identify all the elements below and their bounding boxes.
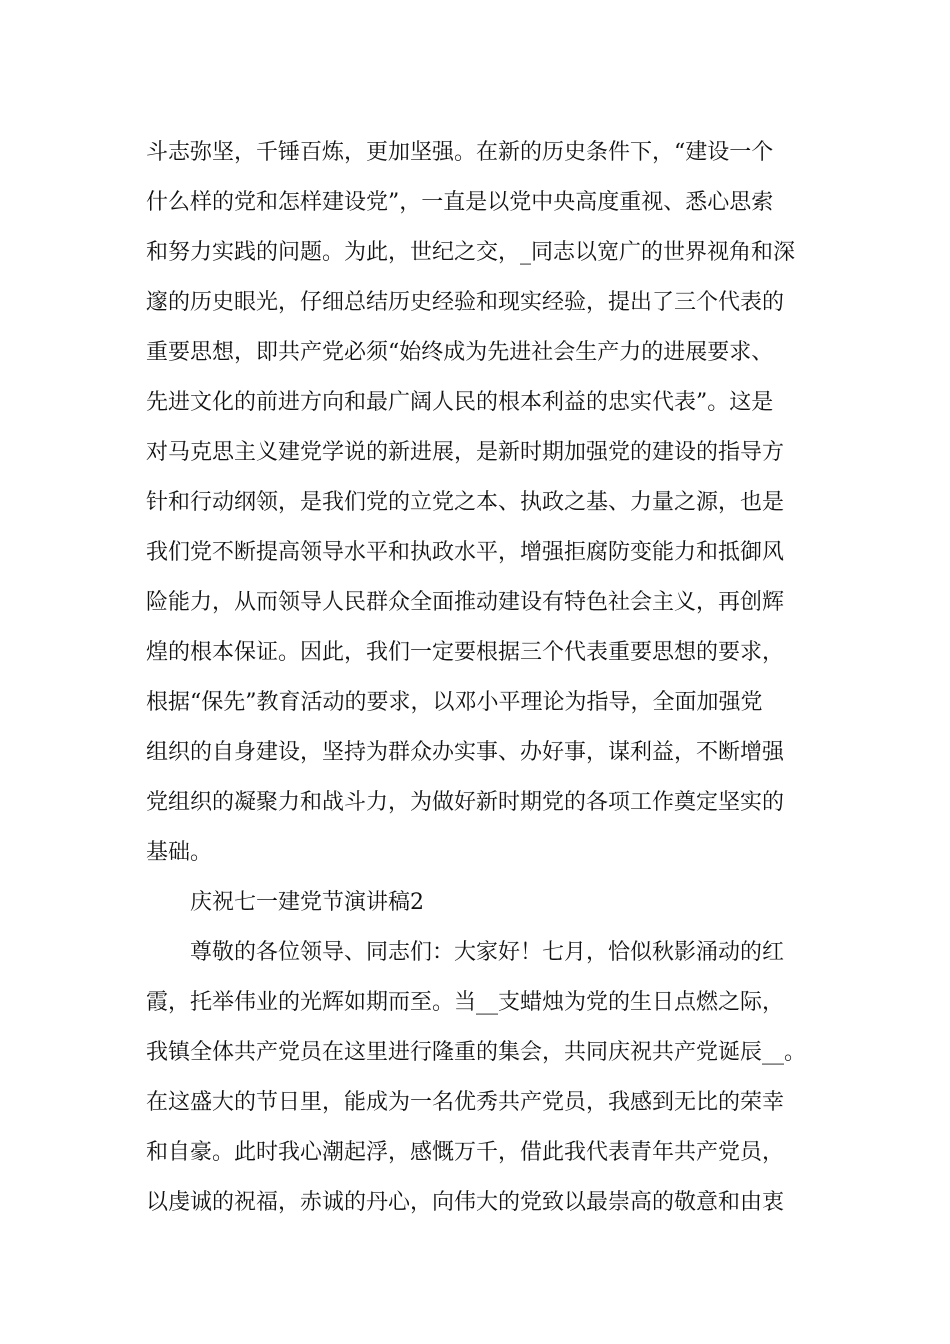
text-line: 斗志弥坚，千锤百炼，更加坚强。在新的历史条件下，“建设一个 [146,140,774,165]
text-line: 和自豪。此时我心潮起浮，感慨万千，借此我代表青年共产党员， [146,1140,785,1165]
text-line: 以虔诚的祝福，赤诚的丹心，向伟大的党致以最崇高的敬意和由衷 [146,1190,785,1215]
document-body [146,128,816,1228]
text-line: 基础。 [146,840,213,865]
text-line: 和努力实践的问题。为此，世纪之交，_同志以宽广的世界视角和深 [146,240,796,265]
text-line: 根据“保先”教育活动的要求，以邓小平理论为指导，全面加强党 [146,690,763,715]
text-line: 霞，托举伟业的光辉如期而至。当__支蜡烛为党的生日点燃之际， [146,990,785,1015]
text-line: 针和行动纲领，是我们党的立党之本、执政之基、力量之源，也是 [146,490,785,515]
text-line: 我镇全体共产党员在这里进行隆重的集会，共同庆祝共产党诞辰__。 [146,1040,807,1065]
text-line: 组织的自身建设，坚持为群众办实事、办好事，谋利益，不断增强 [146,740,785,765]
text-line: 煌的根本保证。因此，我们一定要根据三个代表重要思想的要求， [146,640,785,665]
text-line: 尊敬的各位领导、同志们：大家好！七月，恰似秋影涌动的红 [190,940,785,965]
text-line: 先进文化的前进方向和最广阔人民的根本利益的忠实代表”。这是 [146,390,774,415]
text-line: 险能力，从而领导人民群众全面推动建设有特色社会主义，再创辉 [146,590,785,615]
text-line: 在这盛大的节日里，能成为一名优秀共产党员，我感到无比的荣幸 [146,1090,785,1115]
text-line: 我们党不断提高领导水平和执政水平，增强拒腐防变能力和抵御风 [146,540,785,565]
text-line: 党组织的凝聚力和战斗力，为做好新时期党的各项工作奠定坚实的 [146,790,785,815]
text-line: 重要思想，即共产党必须“始终成为先进社会生产力的进展要求、 [146,340,774,365]
text-line: 什么样的党和怎样建设党”，一直是以党中央高度重视、悉心思索 [146,190,774,215]
text-line: 邃的历史眼光，仔细总结历史经验和现实经验，提出了三个代表的 [146,290,785,315]
section-heading: 庆祝七一建党节演讲稿2 [190,890,424,915]
text-line: 对马克思主义建党学说的新进展，是新时期加强党的建设的指导方 [146,440,785,465]
